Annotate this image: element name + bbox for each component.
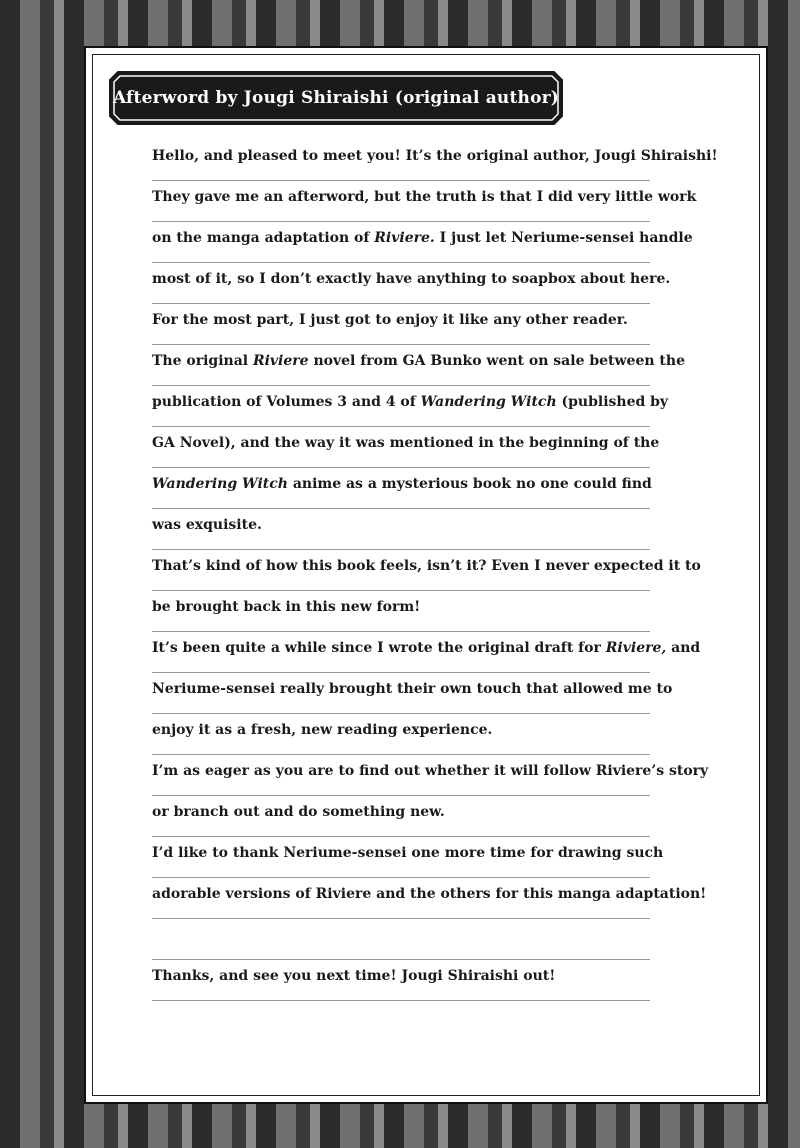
italic-title: Riviere,	[605, 640, 667, 656]
afterword-page	[84, 46, 768, 1104]
text-line: adorable versions of Riviere and the others for this manga adaptation!	[152, 878, 650, 919]
text-segment: It’s been quite a while since I wrote the original draft for	[152, 640, 606, 656]
title-plate	[108, 70, 564, 126]
text-line: be brought back in this new form!	[152, 591, 650, 632]
text-line: Thanks, and see you next time! Jougi Shiraishi out!	[152, 960, 650, 1001]
text-segment: on the manga adaptation of	[152, 230, 375, 246]
text-segment: and	[666, 640, 701, 656]
text-segment: novel from GA Bunko went on sale between the	[308, 353, 685, 369]
italic-title: Wandering Witch	[152, 476, 288, 492]
text-line: I’m as eager as you are to find out whether it will follow Riviere’s story	[152, 755, 650, 796]
text-line: Neriume-sensei really brought their own touch that allowed me to	[152, 673, 650, 714]
page-title: Afterword by Jougi Shiraishi (original author)	[112, 88, 560, 108]
text-segment: I just let Neriume-sensei handle	[434, 230, 693, 246]
italic-title: Riviere.	[374, 230, 435, 246]
text-line	[152, 222, 693, 263]
text-line: Hello, and pleased to meet you! It’s the original author, Jougi Shiraishi!	[152, 140, 650, 181]
afterword-body	[152, 140, 718, 1001]
text-line: was exquisite.	[152, 509, 650, 550]
text-line: That’s kind of how this book feels, isn’t it? Even I never expected it to	[152, 550, 650, 591]
italic-title: Riviere	[252, 353, 309, 369]
text-segment: publication of Volumes 3 and 4 of	[152, 394, 421, 410]
text-line: For the most part, I just got to enjoy it like any other reader.	[152, 304, 650, 345]
text-line: They gave me an afterword, but the truth is that I did very little work	[152, 181, 650, 222]
text-line: GA Novel), and the way it was mentioned in the beginning of the	[152, 427, 650, 468]
text-line: or branch out and do something new.	[152, 796, 650, 837]
text-segment: anime as a mysterious book no one could find	[287, 476, 652, 492]
text-line: enjoy it as a fresh, new reading experience.	[152, 714, 650, 755]
text-line	[152, 632, 701, 673]
text-line: most of it, so I don’t exactly have anything to soapbox about here.	[152, 263, 650, 304]
text-line: I’d like to thank Neriume-sensei one more time for drawing such	[152, 837, 650, 878]
text-line	[152, 919, 650, 960]
text-segment: The original	[152, 353, 253, 369]
text-segment: (published by	[556, 394, 669, 410]
text-line	[152, 468, 650, 509]
text-line	[152, 345, 685, 386]
italic-title: Wandering Witch	[420, 394, 557, 410]
text-line	[152, 386, 669, 427]
